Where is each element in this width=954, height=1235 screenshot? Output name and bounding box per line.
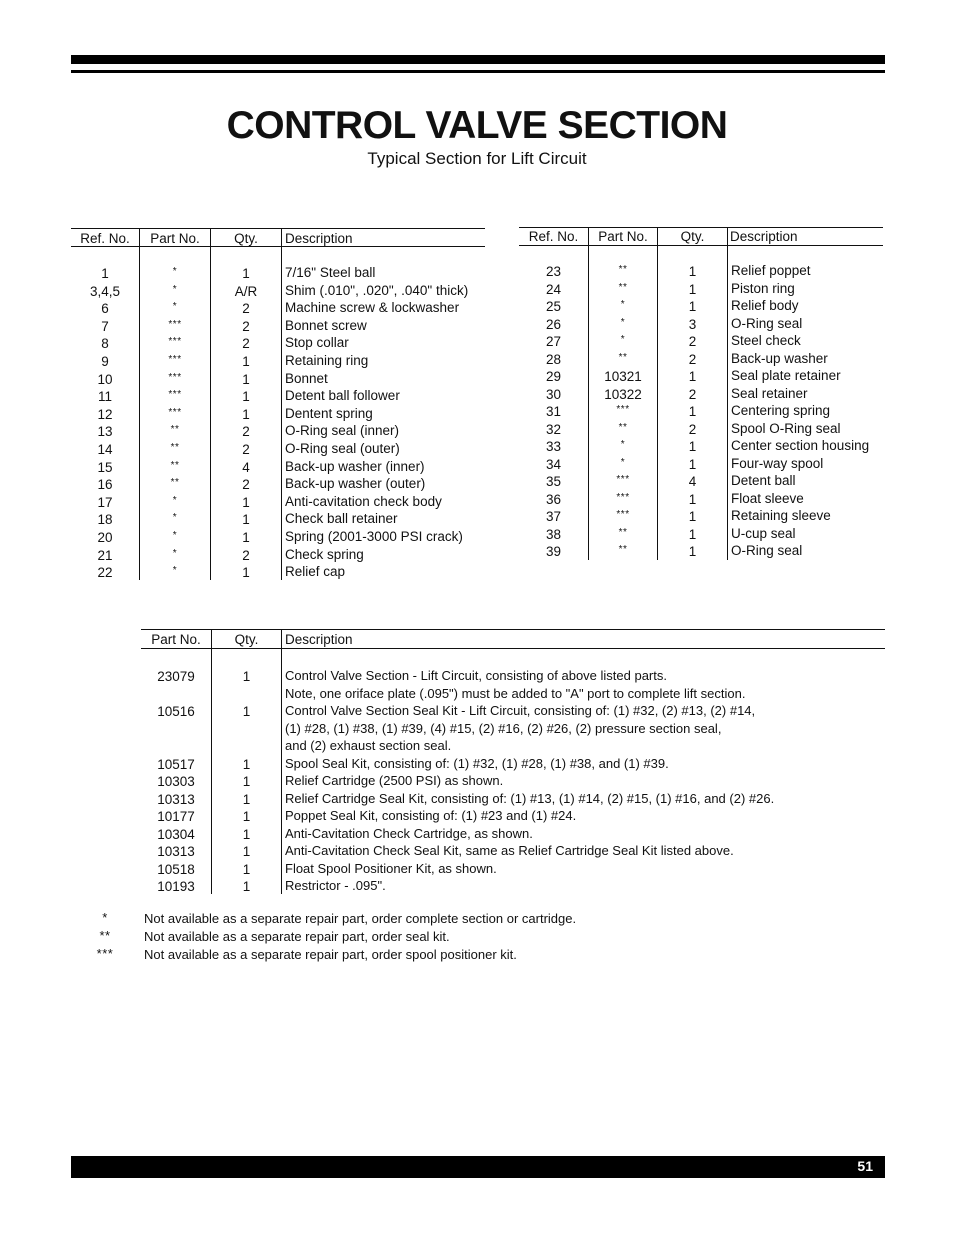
part-no-cell: * — [620, 334, 626, 345]
qty-cell: 2 — [242, 301, 250, 317]
part-no-cell: *** — [616, 404, 630, 415]
qty-cell: 1 — [688, 509, 697, 524]
qty-cell: 2 — [242, 477, 250, 493]
part-no-cell: * — [172, 494, 178, 506]
part-no-cell: *** — [616, 474, 630, 485]
column-divider — [281, 629, 282, 894]
qty-cell: 1 — [242, 512, 250, 528]
ref-no-cell: 29 — [545, 369, 562, 384]
qty-cell: 1 — [242, 756, 251, 772]
part-no-cell: *** — [168, 389, 182, 401]
table-top-rule — [141, 629, 885, 630]
part-no-cell: *** — [168, 354, 182, 365]
footnote-mark: *** — [96, 946, 114, 961]
ref-no-cell: 28 — [545, 351, 562, 367]
part-no-cell: 10322 — [604, 386, 642, 402]
part-no-cell: * — [172, 547, 178, 559]
qty-cell: 1 — [242, 704, 251, 719]
qty-cell: 1 — [242, 406, 250, 422]
qty-cell: 1 — [688, 369, 697, 384]
part-no-cell: *** — [168, 406, 182, 418]
header-description: Description — [730, 229, 798, 244]
qty-cell: 4 — [242, 459, 250, 475]
qty-cell: 1 — [242, 565, 250, 581]
page-subtitle: Typical Section for Lift Circuit — [367, 149, 587, 168]
ref-no-cell: 17 — [97, 494, 113, 510]
description-line: Anti-Cavitation Check Cartridge, as shown. — [285, 825, 533, 841]
ref-no-cell: 36 — [545, 491, 562, 507]
ref-no-cell: 10 — [97, 371, 113, 387]
qty-cell: 1 — [688, 456, 697, 472]
part-no-cell: * — [172, 565, 178, 577]
description-line: Anti-Cavitation Check Seal Kit, same as Relief Cartridge Seal Kit listed above. — [285, 843, 734, 858]
qty-cell: 2 — [242, 336, 250, 352]
qty-cell: 1 — [242, 494, 250, 510]
header-part-no: Part No. — [151, 632, 201, 647]
description-line: Relief Cartridge (2500 PSI) as shown. — [285, 773, 504, 788]
qty-cell: 2 — [242, 424, 250, 440]
ref-no-cell: 12 — [97, 406, 113, 422]
description-cell: Dentent spring — [285, 405, 373, 421]
qty-cell: 1 — [242, 389, 250, 405]
ref-no-cell: 9 — [101, 354, 109, 369]
description-line: Spool Seal Kit, consisting of: (1) #32, (1) #28, (1) #38, and (1) #39. — [285, 755, 669, 771]
part-no-cell: 10518 — [157, 861, 195, 877]
qty-cell: 3 — [688, 316, 697, 332]
description-line: (1) #28, (1) #38, (1) #39, (4) #15, (2) #16, (2) #26, (2) pressure section seal, — [285, 720, 722, 736]
ref-no-cell: 25 — [545, 299, 562, 314]
part-no-cell: 10177 — [157, 809, 195, 824]
table-header-rule — [141, 648, 885, 649]
qty-cell: 1 — [242, 371, 250, 387]
ref-no-cell: 11 — [97, 389, 112, 405]
ref-no-cell: 22 — [97, 565, 113, 581]
description-cell: Anti-cavitation check body — [285, 493, 442, 509]
header-part-no: Part No. — [150, 231, 200, 246]
part-no-cell: 10304 — [157, 826, 195, 842]
description-cell: Back-up washer (outer) — [285, 476, 426, 492]
description-cell: Center section housing — [731, 438, 870, 453]
part-no-cell: *** — [616, 491, 630, 503]
description-cell: O-Ring seal — [731, 543, 803, 558]
description-cell: O-Ring seal (inner) — [285, 423, 400, 439]
description-cell: Back-up washer (inner) — [285, 458, 425, 474]
description-cell: U-cup seal — [731, 525, 796, 541]
part-no-cell: * — [620, 299, 626, 310]
footnote-mark: * — [102, 910, 108, 925]
qty-cell: 1 — [242, 844, 251, 859]
part-no-cell: ** — [170, 477, 180, 489]
ref-no-cell: 13 — [97, 424, 113, 440]
description-cell: 7/16" Steel ball — [285, 265, 376, 280]
qty-cell: 2 — [688, 334, 697, 349]
qty-cell: 1 — [242, 530, 250, 545]
ref-no-cell: 14 — [97, 442, 113, 457]
qty-cell: 1 — [688, 404, 697, 419]
part-no-cell: *** — [168, 318, 182, 330]
description-cell: O-Ring seal — [731, 315, 803, 331]
qty-cell: A/R — [234, 283, 258, 299]
ref-no-cell: 39 — [545, 544, 562, 559]
description-cell: Retaining ring — [285, 353, 369, 368]
description-line: Note, one oriface plate (.095") must be added to "A" port to complete lift section. — [285, 685, 746, 701]
table-top-rule — [71, 228, 485, 229]
header-qty: Qty. — [234, 231, 258, 246]
part-no-cell: * — [172, 530, 178, 541]
description-cell: Detent ball — [731, 473, 796, 488]
description-line: Float Spool Positioner Kit, as shown. — [285, 860, 497, 876]
part-no-cell: 10516 — [157, 704, 195, 719]
qty-cell: 1 — [242, 791, 251, 807]
ref-no-cell: 37 — [545, 509, 562, 524]
ref-no-cell: 32 — [545, 421, 562, 437]
header-qty: Qty. — [234, 632, 259, 647]
ref-no-cell: 27 — [545, 334, 562, 349]
description-cell: Retaining sleeve — [731, 508, 831, 523]
top-thick-rule — [71, 55, 885, 64]
ref-no-cell: 26 — [545, 316, 562, 332]
description-cell: Piston ring — [731, 280, 795, 296]
part-no-cell: *** — [168, 336, 182, 348]
page-title: CONTROL VALVE SECTION — [226, 104, 728, 147]
footnote-mark: ** — [99, 928, 111, 943]
description-cell: Centering spring — [731, 403, 831, 418]
qty-cell: 2 — [688, 386, 697, 402]
part-no-cell: ** — [618, 421, 628, 433]
description-cell: Relief poppet — [731, 263, 811, 278]
qty-cell: 2 — [242, 442, 250, 457]
qty-cell: 1 — [242, 354, 250, 369]
part-no-cell: ** — [170, 442, 180, 453]
ref-no-cell: 23 — [545, 264, 562, 279]
qty-cell: 1 — [242, 809, 251, 824]
description-cell: Machine screw & lockwasher — [285, 300, 460, 316]
part-no-cell: ** — [618, 264, 628, 275]
description-cell: Four-way spool — [731, 455, 824, 471]
footnote-text: Not available as a separate repair part, order complete section or cartridge. — [144, 911, 577, 926]
ref-no-cell: 38 — [545, 526, 562, 542]
description-cell: Check spring — [285, 546, 364, 562]
footer-bar — [71, 1156, 885, 1178]
description-cell: Seal plate retainer — [731, 368, 841, 383]
table-header-rule — [519, 245, 883, 246]
part-no-cell: 10321 — [604, 369, 642, 384]
ref-no-cell: 31 — [545, 404, 562, 419]
ref-no-cell: 3,4,5 — [89, 283, 121, 299]
header-qty: Qty. — [680, 229, 705, 244]
top-thin-rule — [71, 70, 885, 73]
ref-no-cell: 15 — [97, 459, 113, 475]
part-no-cell: *** — [616, 509, 630, 520]
description-cell: Shim (.010", .020", .040" thick) — [285, 282, 469, 298]
ref-no-cell: 21 — [97, 547, 113, 563]
part-no-cell: * — [172, 266, 178, 277]
qty-cell: 1 — [688, 491, 697, 507]
column-divider — [727, 227, 728, 560]
part-no-cell: 10303 — [157, 774, 195, 789]
table-header-rule — [71, 246, 485, 247]
footnote-text: Not available as a separate repair part, order spool positioner kit. — [144, 947, 517, 962]
header-description: Description — [285, 632, 353, 647]
qty-cell: 1 — [242, 861, 251, 877]
part-no-cell: 10313 — [157, 844, 195, 859]
qty-cell: 1 — [242, 826, 251, 842]
part-no-cell: ** — [618, 544, 628, 555]
footnote-text: Not available as a separate repair part, order seal kit. — [144, 929, 450, 944]
description-cell: Stop collar — [285, 335, 349, 351]
header-ref-no: Ref. No. — [80, 231, 130, 246]
qty-cell: 2 — [688, 421, 697, 437]
ref-no-cell: 30 — [545, 386, 562, 402]
qty-cell: 1 — [688, 281, 697, 297]
ref-no-cell: 24 — [545, 281, 562, 297]
description-cell: Detent ball follower — [285, 388, 400, 404]
description-line: Poppet Seal Kit, consisting of: (1) #23 and (1) #24. — [285, 808, 577, 823]
description-cell: Seal retainer — [731, 385, 808, 401]
header-ref-no: Ref. No. — [528, 229, 579, 244]
ref-no-cell: 34 — [545, 456, 562, 472]
description-cell: Steel check — [731, 333, 801, 348]
description-line: Control Valve Section - Lift Circuit, consisting of above listed parts. — [285, 668, 667, 683]
part-no-cell: *** — [168, 371, 182, 383]
ref-no-cell: 1 — [101, 266, 109, 281]
qty-cell: 1 — [242, 669, 251, 684]
description-cell: Bonnet screw — [285, 317, 367, 333]
ref-no-cell: 33 — [545, 439, 562, 454]
qty-cell: 1 — [688, 299, 697, 314]
ref-no-cell: 7 — [101, 318, 109, 334]
ref-no-cell: 16 — [97, 477, 113, 493]
qty-cell: 4 — [688, 474, 697, 489]
description-cell: Back-up washer — [731, 350, 828, 366]
description-cell: Relief cap — [285, 564, 346, 580]
description-line: Restrictor - .095". — [285, 878, 386, 893]
qty-cell: 1 — [688, 544, 697, 559]
qty-cell: 1 — [242, 879, 251, 894]
description-line: Control Valve Section Seal Kit - Lift Circuit, consisting of: (1) #32, (2) #13, (2) #14, — [285, 703, 756, 718]
part-no-cell: ** — [170, 424, 180, 436]
qty-cell: 1 — [688, 264, 697, 279]
ref-no-cell: 20 — [97, 530, 113, 545]
description-cell: O-Ring seal (outer) — [285, 441, 400, 456]
part-no-cell: * — [172, 283, 178, 295]
part-no-cell: 10517 — [157, 756, 195, 772]
qty-cell: 2 — [242, 318, 250, 334]
qty-cell: 1 — [688, 526, 697, 542]
part-no-cell: * — [620, 439, 626, 450]
part-no-cell: ** — [618, 351, 628, 363]
table-top-rule — [519, 227, 883, 228]
ref-no-cell: 6 — [101, 301, 109, 317]
part-no-cell: * — [620, 316, 626, 328]
column-divider — [281, 228, 282, 580]
qty-cell: 1 — [242, 266, 250, 281]
header-part-no: Part No. — [598, 229, 648, 244]
qty-cell: 2 — [242, 547, 250, 563]
part-no-cell: * — [172, 512, 178, 524]
header-description: Description — [285, 231, 353, 246]
page-number: 51 — [857, 1158, 873, 1174]
part-no-cell: * — [620, 456, 626, 468]
description-cell: Float sleeve — [731, 490, 804, 506]
description-cell: Relief body — [731, 298, 799, 313]
ref-no-cell: 18 — [97, 512, 113, 528]
part-no-cell: ** — [618, 526, 628, 538]
description-line: Relief Cartridge Seal Kit, consisting of: (1) #13, (1) #14, (2) #15, (1) #16, and (2) #26. — [285, 790, 775, 806]
part-no-cell: 10193 — [157, 879, 195, 894]
part-no-cell: ** — [170, 459, 180, 471]
description-cell: Bonnet — [285, 370, 328, 386]
part-no-cell: ** — [618, 281, 628, 293]
ref-no-cell: 35 — [545, 474, 562, 489]
qty-cell: 1 — [688, 439, 697, 454]
qty-cell: 1 — [242, 774, 251, 789]
description-cell: Spring (2001-3000 PSI crack) — [285, 529, 463, 544]
description-cell: Spool O-Ring seal — [731, 420, 841, 436]
qty-cell: 2 — [688, 351, 697, 367]
description-line: and (2) exhaust section seal. — [285, 738, 452, 753]
part-no-cell: 10313 — [157, 791, 195, 807]
description-cell: Check ball retainer — [285, 511, 398, 527]
part-no-cell: 23079 — [157, 669, 195, 684]
part-no-cell: * — [172, 301, 178, 313]
ref-no-cell: 8 — [101, 336, 109, 352]
